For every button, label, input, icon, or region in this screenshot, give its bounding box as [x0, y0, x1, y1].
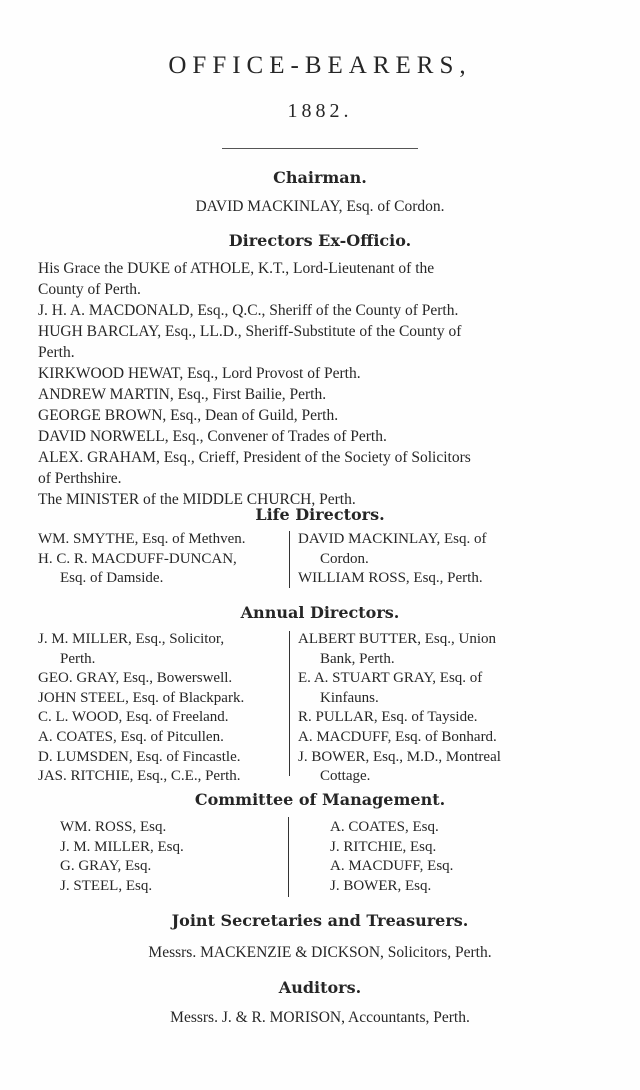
life-director-entry: H. C. R. MACDUFF-DUNCAN,	[38, 550, 237, 567]
annual-director-entry: J. BOWER, Esq., M.D., Montreal	[298, 748, 501, 765]
committee-entry: J. RITCHIE, Esq.	[330, 838, 437, 855]
auditors-text: Messrs. J. & R. MORISON, Accountants, Perth.	[170, 1009, 470, 1026]
ex-officio-line: GEORGE BROWN, Esq., Dean of Guild, Perth.	[38, 407, 339, 424]
annual-director-entry: Perth.	[60, 650, 96, 667]
ex-officio-line: ANDREW MARTIN, Esq., First Bailie, Perth.	[38, 386, 327, 403]
column-divider	[288, 817, 289, 897]
annual-director-entry: A. COATES, Esq. of Pitcullen.	[38, 728, 224, 745]
ex-officio-line: KIRKWOOD HEWAT, Esq., Lord Provost of Perth.	[38, 365, 361, 382]
ex-officio-line: Perth.	[38, 344, 75, 361]
committee-entry: A. COATES, Esq.	[330, 819, 439, 835]
ex-officio-line: of Perthshire.	[38, 470, 122, 487]
ex-officio-line: The MINISTER of the MIDDLE CHURCH, Perth.	[38, 491, 356, 508]
column-divider	[289, 531, 290, 588]
ex-officio-line: J. H. A. MACDONALD, Esq., Q.C., Sheriff of the County of Perth.	[38, 302, 459, 319]
life-directors-heading: Life Directors.	[255, 505, 385, 524]
life-director-entry: Cordon.	[320, 550, 369, 567]
auditors-heading: Auditors.	[278, 978, 362, 997]
annual-director-entry: GEO. GRAY, Esq., Bowerswell.	[38, 670, 233, 687]
secretaries-heading: Joint Secretaries and Treasurers.	[171, 911, 469, 930]
life-directors-right-column	[298, 530, 598, 589]
annual-director-entry: C. L. WOOD, Esq. of Freeland.	[38, 709, 229, 726]
ex-officio-line: HUGH BARCLAY, Esq., LL.D., Sheriff-Substitute of the County of	[38, 323, 462, 340]
year: 1882.	[287, 100, 353, 122]
life-director-entry: WM. SMYTHE, Esq. of Methven.	[38, 531, 246, 547]
title-rule	[222, 148, 418, 149]
directors-ex-officio-heading: Directors Ex-Officio.	[228, 231, 412, 250]
life-director-entry: DAVID MACKINLAY, Esq. of	[298, 531, 487, 547]
ex-officio-line: ALEX. GRAHAM, Esq., Crieff, President of the Society of Solicitors	[38, 449, 471, 466]
secretaries-text: Messrs. MACKENZIE & DICKSON, Solicitors, Perth.	[148, 944, 492, 961]
committee-heading: Committee of Management.	[194, 790, 446, 809]
chairman-heading: Chairman.	[273, 168, 367, 187]
page-title: OFFICE-BEARERS,	[168, 52, 472, 79]
annual-director-entry: J. M. MILLER, Esq., Solicitor,	[38, 631, 225, 647]
ex-officio-line: County of Perth.	[38, 281, 141, 298]
ex-officio-line: DAVID NORWELL, Esq., Convener of Trades of Perth.	[38, 428, 387, 445]
annual-directors-heading: Annual Directors.	[240, 603, 400, 622]
committee-entry: A. MACDUFF, Esq.	[330, 858, 454, 875]
committee-entry: J. M. MILLER, Esq.	[60, 838, 184, 855]
annual-director-entry: Cottage.	[320, 768, 371, 785]
committee-entry: J. STEEL, Esq.	[60, 877, 153, 894]
chairman-text: DAVID MACKINLAY, Esq. of Cordon.	[195, 198, 445, 215]
annual-directors-right-column	[298, 630, 598, 787]
committee-left-column	[60, 818, 280, 896]
annual-director-entry: A. MACDUFF, Esq. of Bonhard.	[298, 728, 497, 745]
committee-entry: WM. ROSS, Esq.	[60, 819, 167, 835]
annual-director-entry: ALBERT BUTTER, Esq., Union	[298, 631, 496, 647]
annual-director-entry: E. A. STUART GRAY, Esq. of	[298, 670, 483, 687]
committee-entry: G. GRAY, Esq.	[60, 858, 152, 875]
annual-director-entry: R. PULLAR, Esq. of Tayside.	[298, 709, 478, 726]
committee-right-column	[330, 818, 550, 896]
ex-officio-line: His Grace the DUKE of ATHOLE, K.T., Lord-Lieutenant of the	[38, 260, 435, 277]
life-director-entry: WILLIAM ROSS, Esq., Perth.	[298, 570, 483, 587]
annual-director-entry: Bank, Perth.	[320, 650, 395, 667]
life-director-entry: Esq. of Damside.	[60, 570, 164, 587]
annual-director-entry: JAS. RITCHIE, Esq., C.E., Perth.	[38, 768, 241, 785]
annual-director-entry: Kinfauns.	[320, 689, 379, 706]
annual-directors-left-column	[38, 630, 283, 787]
life-directors-left-column	[38, 530, 280, 589]
annual-director-entry: D. LUMSDEN, Esq. of Fincastle.	[38, 748, 241, 765]
annual-director-entry: JOHN STEEL, Esq. of Blackpark.	[38, 689, 245, 706]
committee-entry: J. BOWER, Esq.	[330, 877, 432, 894]
column-divider	[289, 631, 290, 776]
